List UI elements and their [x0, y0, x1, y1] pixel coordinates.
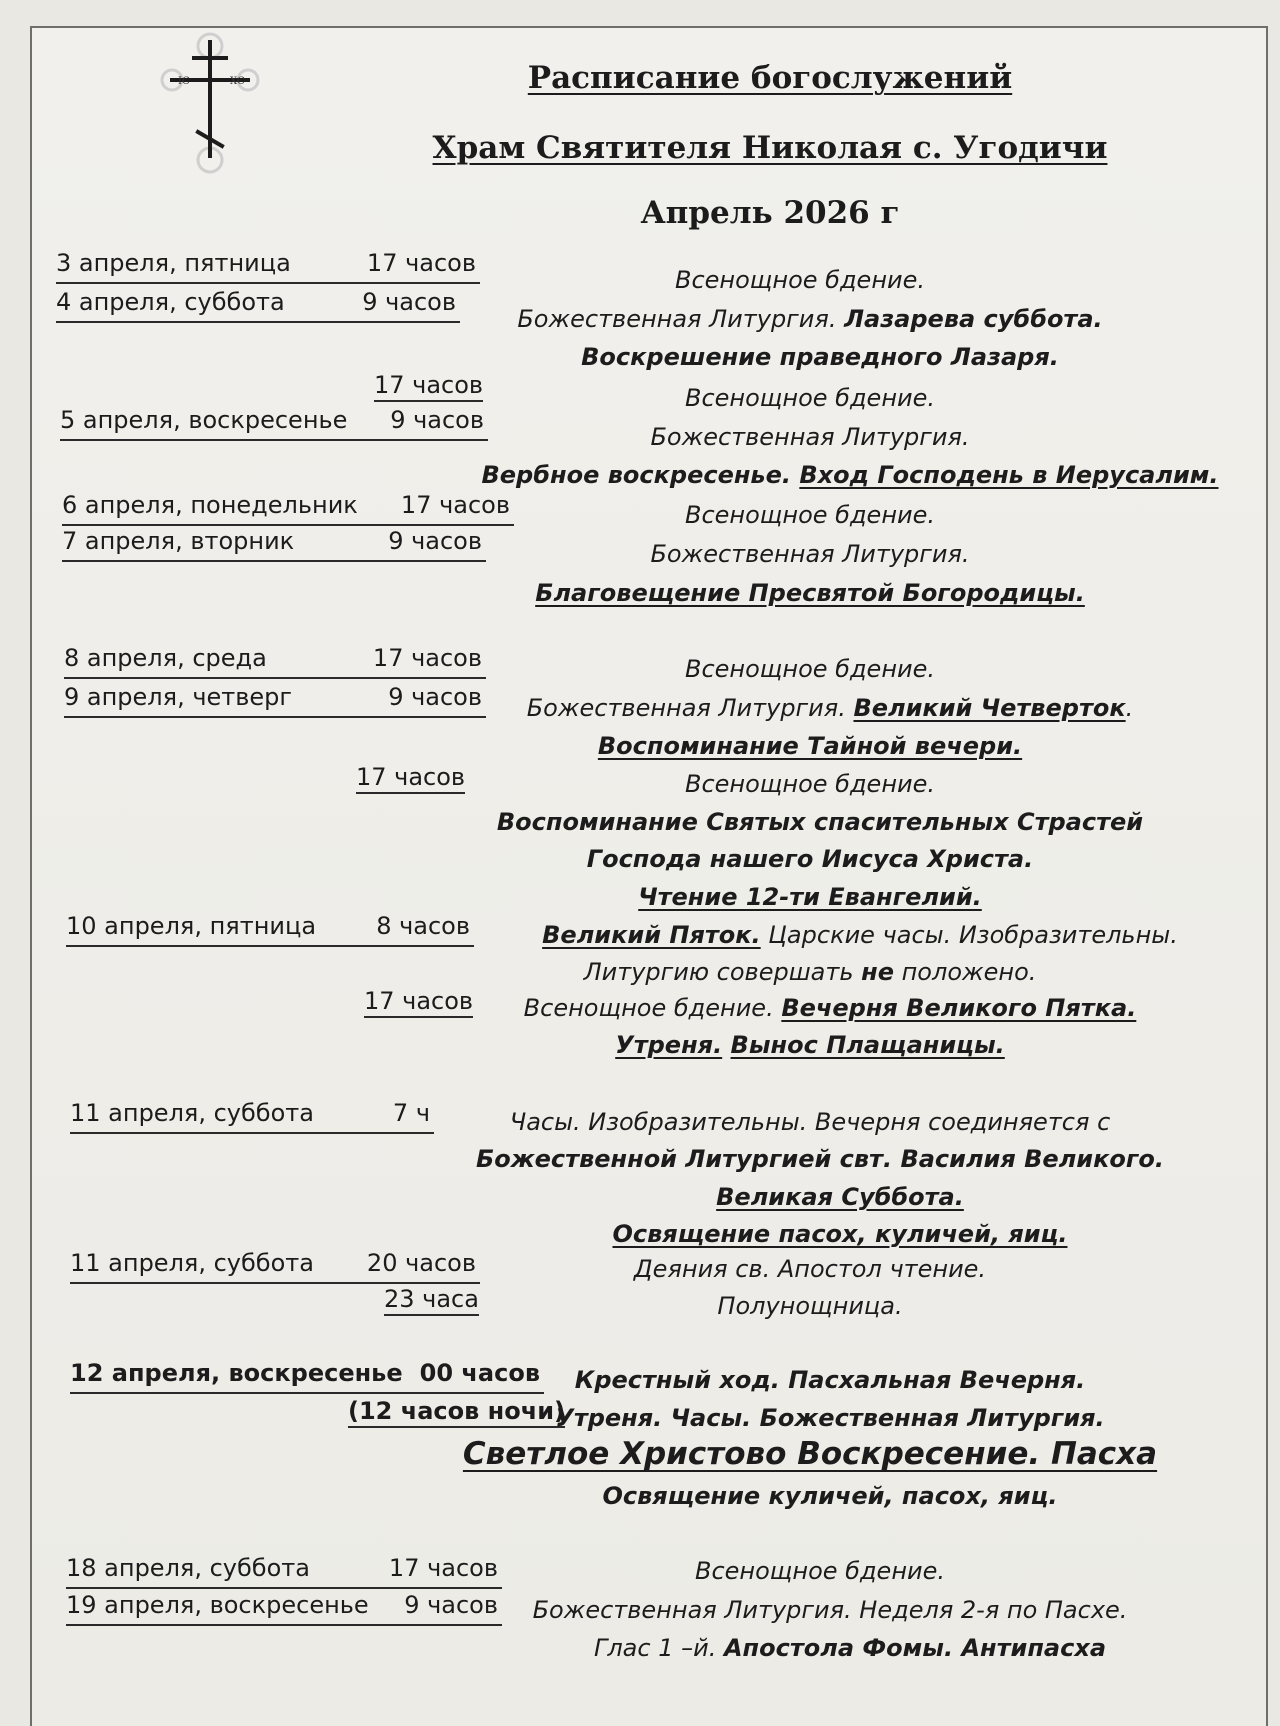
date-time-row: [70, 1098, 434, 1134]
time-label: 9 часов: [390, 406, 484, 434]
time-label: 9 часов: [404, 1591, 498, 1619]
date-label: 6 апреля, понедельник: [62, 491, 358, 519]
time-row: [374, 370, 483, 404]
service-line: Воспоминание Святых спасительных Страстей: [496, 808, 1144, 836]
service-line: Всенощное бдение.: [684, 655, 936, 683]
date-time-row: [66, 1553, 502, 1589]
date-time-row: [56, 287, 460, 323]
time-label: 9 часов: [388, 683, 482, 711]
service-line: Божественная Литургия. Лазарева суббота.: [517, 305, 1103, 333]
service-line: Крестный ход. Пасхальная Вечерня.: [574, 1366, 1086, 1394]
time-label: 7 ч: [392, 1099, 430, 1127]
service-line: Освящение пасох, куличей, яиц.: [612, 1220, 1068, 1248]
date-label: 10 апреля, пятница: [66, 912, 317, 940]
service-line: Воскрешение праведного Лазаря.: [581, 343, 1059, 371]
time-label: 00 часов: [419, 1359, 540, 1387]
date-time-row: [66, 911, 474, 947]
time-label: 23 часа: [384, 1284, 479, 1316]
service-line: Великий Пяток. Царские часы. Изобразительны.: [542, 921, 1178, 949]
orthodox-cross-icon: [150, 28, 270, 178]
service-line: Божественная Литургия.: [650, 423, 970, 451]
time-label: 17 часов: [364, 986, 473, 1018]
time-label: 9 часов: [362, 288, 456, 316]
date-label: 3 апреля, пятница: [56, 249, 291, 277]
time-label: 17 часов: [400, 491, 510, 519]
date-label: 9 апреля, четверг: [64, 683, 293, 711]
date-label: 4 апреля, суббота: [56, 288, 285, 316]
date-label: 12 апреля, воскресенье: [70, 1359, 403, 1387]
time-label: 17 часов: [372, 644, 482, 672]
time-label: 20 часов: [366, 1249, 476, 1277]
time-label: 17 часов: [366, 249, 476, 277]
service-line: Господа нашего Иисуса Христа.: [586, 845, 1034, 873]
date-label: 18 апреля, суббота: [66, 1554, 310, 1582]
service-line: Всенощное бдение.: [684, 384, 936, 412]
time-label: 9 часов: [388, 527, 482, 555]
service-line: Вербное воскресенье. Вход Господень в Иерусалим.: [481, 461, 1219, 489]
date-label: 7 апреля, вторник: [62, 527, 295, 555]
svg-text:IC: IC: [178, 76, 190, 87]
service-line: Божественная Литургия. Великий Четверток.: [526, 694, 1134, 722]
service-line: Всенощное бдение.: [684, 770, 936, 798]
date-time-row: [62, 526, 486, 562]
date-label: 5 апреля, воскресенье: [60, 406, 348, 434]
date-label: 11 апреля, суббота: [70, 1099, 314, 1127]
service-line: Часы. Изобразительны. Вечерня соединяется с: [509, 1108, 1111, 1136]
service-line: Божественная Литургия.: [650, 540, 970, 568]
service-line: Освящение куличей, пасох, яиц.: [602, 1482, 1058, 1510]
service-line: Всенощное бдение. Вечерня Великого Пятка.: [523, 994, 1137, 1022]
service-line: Божественной Литургией свт. Василия Великого.: [475, 1145, 1165, 1173]
date-label: 8 апреля, среда: [64, 644, 267, 672]
service-line: Всенощное бдение.: [694, 1557, 946, 1585]
date-label: 11 апреля, суббота: [70, 1249, 314, 1277]
time-row: [364, 986, 473, 1020]
service-line: Утреня. Вынос Плащаницы.: [615, 1031, 1005, 1059]
date-label: 19 апреля, воскресенье: [66, 1591, 369, 1619]
time-label: 17 часов: [356, 762, 465, 794]
service-line: Деяния св. Апостол чтение.: [633, 1255, 987, 1283]
service-line: Глас 1 –й. Апостола Фомы. Антипасха: [593, 1634, 1107, 1662]
time-row: [356, 762, 465, 796]
service-line: Воспоминание Тайной вечери.: [597, 732, 1023, 760]
service-line: Благовещение Пресвятой Богородицы.: [535, 579, 1085, 607]
date-time-row: [64, 682, 486, 718]
service-line: Всенощное бдение.: [684, 501, 936, 529]
service-line: Утреня. Часы. Божественная Литургия.: [555, 1404, 1105, 1432]
service-line: Полунощница.: [717, 1292, 903, 1320]
service-line: Литургию совершать не положено.: [583, 958, 1037, 986]
time-label: 17 часов: [388, 1554, 498, 1582]
date-time-row: [66, 1590, 502, 1626]
service-line: Божественная Литургия. Неделя 2-я по Пасхе.: [532, 1596, 1128, 1624]
page-title: Расписание богослужений: [527, 60, 1013, 96]
date-time-row: [56, 248, 480, 284]
church-name: Храм Святителя Николая с. Угодичи: [432, 130, 1108, 166]
service-line: Всенощное бдение.: [674, 266, 926, 294]
time-label: 17 часов: [374, 370, 483, 402]
easter-title: Светлое Христово Воскресение. Пасха: [462, 1436, 1158, 1472]
time-row: [384, 1284, 479, 1318]
svg-text:XC: XC: [230, 76, 245, 87]
schedule-month: Апрель 2026 г: [640, 195, 900, 231]
date-time-row: [70, 1358, 544, 1394]
time-label: 8 часов: [376, 912, 470, 940]
date-time-row: [64, 643, 486, 679]
date-time-row: [62, 490, 514, 526]
time-label: (12 часов ночи): [348, 1396, 565, 1428]
service-line: Великая Суббота.: [716, 1183, 964, 1211]
date-time-row: [60, 405, 488, 441]
date-time-row: [70, 1248, 480, 1284]
service-line: Чтение 12-ти Евангелий.: [638, 883, 982, 911]
